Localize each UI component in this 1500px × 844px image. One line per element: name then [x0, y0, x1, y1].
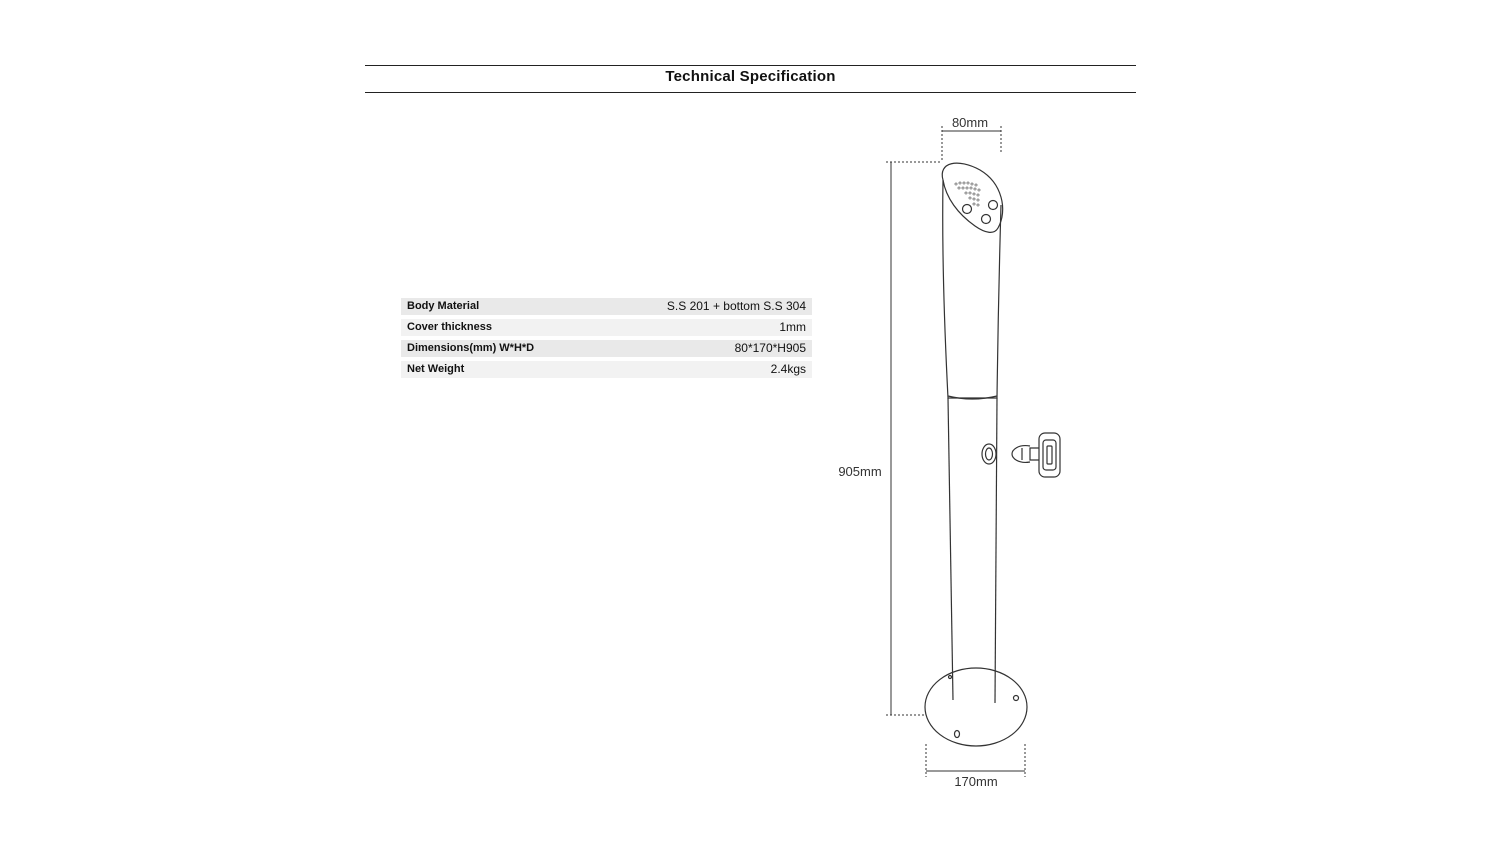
lock-inner: [986, 448, 993, 460]
vent-dots: [955, 182, 980, 206]
width-dim-label: 80mm: [951, 115, 989, 130]
spec-value: 2.4kgs: [770, 362, 806, 376]
spec-value: 80*170*H905: [734, 341, 806, 355]
cap-hole-3: [989, 201, 998, 210]
key-tip: [1012, 446, 1030, 463]
spec-value: 1mm: [779, 320, 806, 334]
spec-label: Dimensions(mm) W*H*D: [407, 342, 535, 354]
key-slot: [1047, 446, 1052, 464]
base-hole-small: [949, 676, 952, 679]
key-blade: [1030, 448, 1039, 460]
spec-label: Net Weight: [407, 363, 465, 375]
cap-hole-2: [982, 215, 991, 224]
base-dim-label: 170mm: [954, 774, 998, 789]
height-dim-label: 905mm: [838, 464, 882, 479]
base-hole-right: [1014, 696, 1019, 701]
dimension-lines: [886, 126, 1025, 777]
lower-body-right: [995, 398, 997, 703]
angled-cap: [942, 163, 1002, 232]
cap-hole-1: [963, 205, 972, 214]
key-icon: [1012, 433, 1060, 477]
key-head-inner: [1043, 440, 1056, 470]
base-plate: [925, 668, 1027, 746]
spec-value: S.S 201 + bottom S.S 304: [666, 299, 806, 313]
spec-label: Cover thickness: [407, 321, 492, 333]
lock-outer: [982, 444, 996, 464]
page-title: Technical Specification: [665, 68, 836, 85]
lower-body-left: [948, 398, 953, 700]
upper-body: [943, 180, 1001, 398]
base-hole-left: [955, 731, 960, 738]
spec-label: Body Material: [407, 300, 480, 312]
